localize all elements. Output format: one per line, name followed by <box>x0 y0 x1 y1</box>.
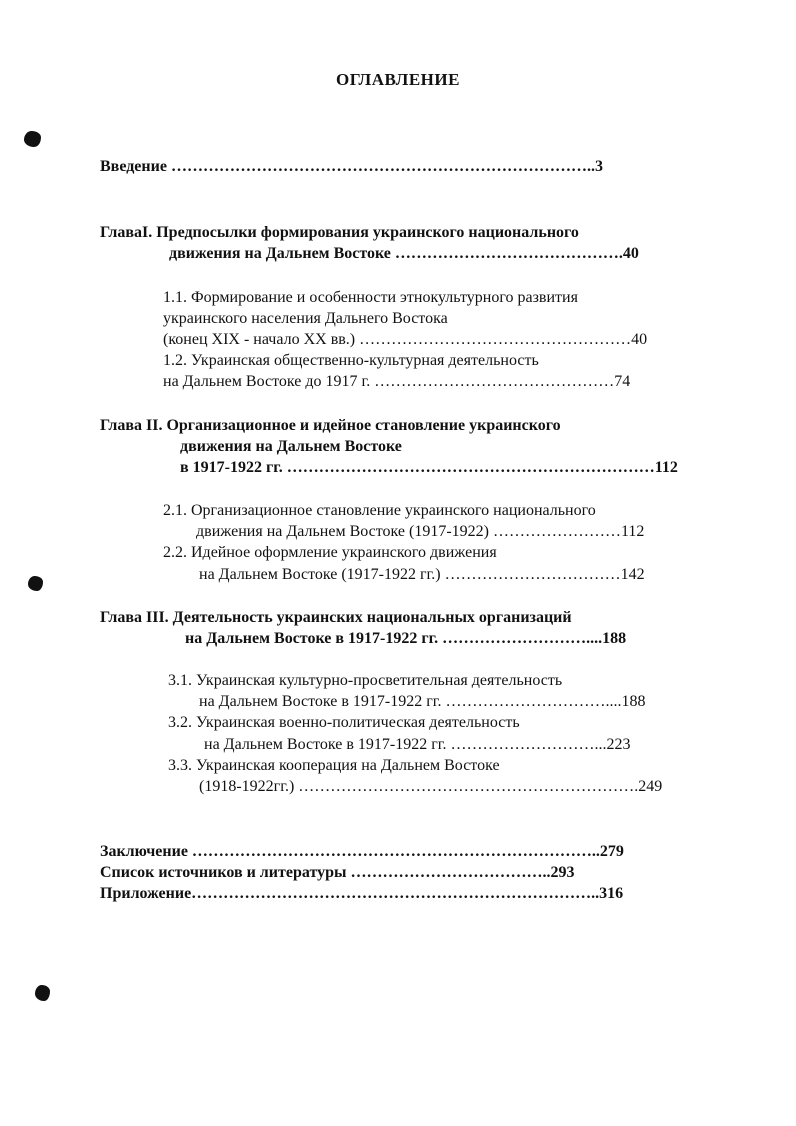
toc-entry-conclusion: Заключение …………………………………………………………………..279 <box>100 843 624 860</box>
toc-section-2-1: 2.1. Организационное становление украинского национального <box>163 502 596 519</box>
toc-section-1-2: 1.2. Украинская общественно-культурная деятельность <box>163 352 539 369</box>
toc-chapter-1-title-cont: движения на Дальнем Востоке …………………………………….40 <box>169 245 639 262</box>
toc-chapter-3-title: Глава III. Деятельность украинских национальных организаций <box>100 609 572 626</box>
toc-section-3-1: 3.1. Украинская культурно-просветительная деятельность <box>168 672 563 689</box>
toc-section-1-1-cont2: (конец XIX - начало XX вв.) ……………………………………………40 <box>163 331 648 348</box>
toc-chapter-2-title: Глава II. Организационное и идейное становление украинского <box>100 417 561 434</box>
toc-section-3-2: 3.2. Украинская военно-политическая деятельность <box>168 714 520 731</box>
toc-section-1-1: 1.1. Формирование и особенности этнокультурного развития <box>163 289 578 306</box>
toc-section-1-1-cont: украинского населения Дальнего Востока <box>163 310 448 327</box>
toc-section-3-2-cont: на Дальнем Востоке в 1917-1922 гг. ………………………...223 <box>204 736 631 753</box>
toc-section-2-1-cont: движения на Дальнем Востоке (1917-1922) ……………………112 <box>196 523 645 540</box>
toc-section-3-3: 3.3. Украинская кооперация на Дальнем Востоке <box>168 757 500 774</box>
scan-blot-bottom <box>35 985 50 1001</box>
toc-section-2-2-cont: на Дальнем Востоке (1917-1922 гг.) ……………………………142 <box>199 566 645 583</box>
scan-blot-middle <box>28 576 43 591</box>
page-title: ОГЛАВЛЕНИЕ <box>336 70 460 89</box>
toc-section-2-2: 2.2. Идейное оформление украинского движения <box>163 544 497 561</box>
toc-chapter-2-title-cont2: в 1917-1922 гг. ……………………………………………………………112 <box>180 459 678 476</box>
toc-section-3-1-cont: на Дальнем Востоке в 1917-1922 гг. …………………………....188 <box>199 693 646 710</box>
toc-section-1-2-cont: на Дальнем Востоке до 1917 г. ………………………………………74 <box>163 373 631 390</box>
toc-chapter-1-title: ГлаваI. Предпосылки формирования украинского национального <box>100 224 579 241</box>
toc-chapter-3-title-cont: на Дальнем Востоке в 1917-1922 гг. ………………………....188 <box>185 630 627 647</box>
toc-entry-sources: Список источников и литературы ………………………………..293 <box>100 864 575 881</box>
toc-entry-introduction: Введение ……………………………………………………………………..3 <box>100 158 603 175</box>
toc-chapter-2-title-cont: движения на Дальнем Востоке <box>180 438 402 455</box>
toc-section-3-3-cont: (1918-1922гг.) ……………………………………………………….249 <box>199 778 663 795</box>
scan-blot-top <box>24 131 41 147</box>
toc-entry-appendix: Приложение…………………………………………………………………..316 <box>100 885 624 902</box>
